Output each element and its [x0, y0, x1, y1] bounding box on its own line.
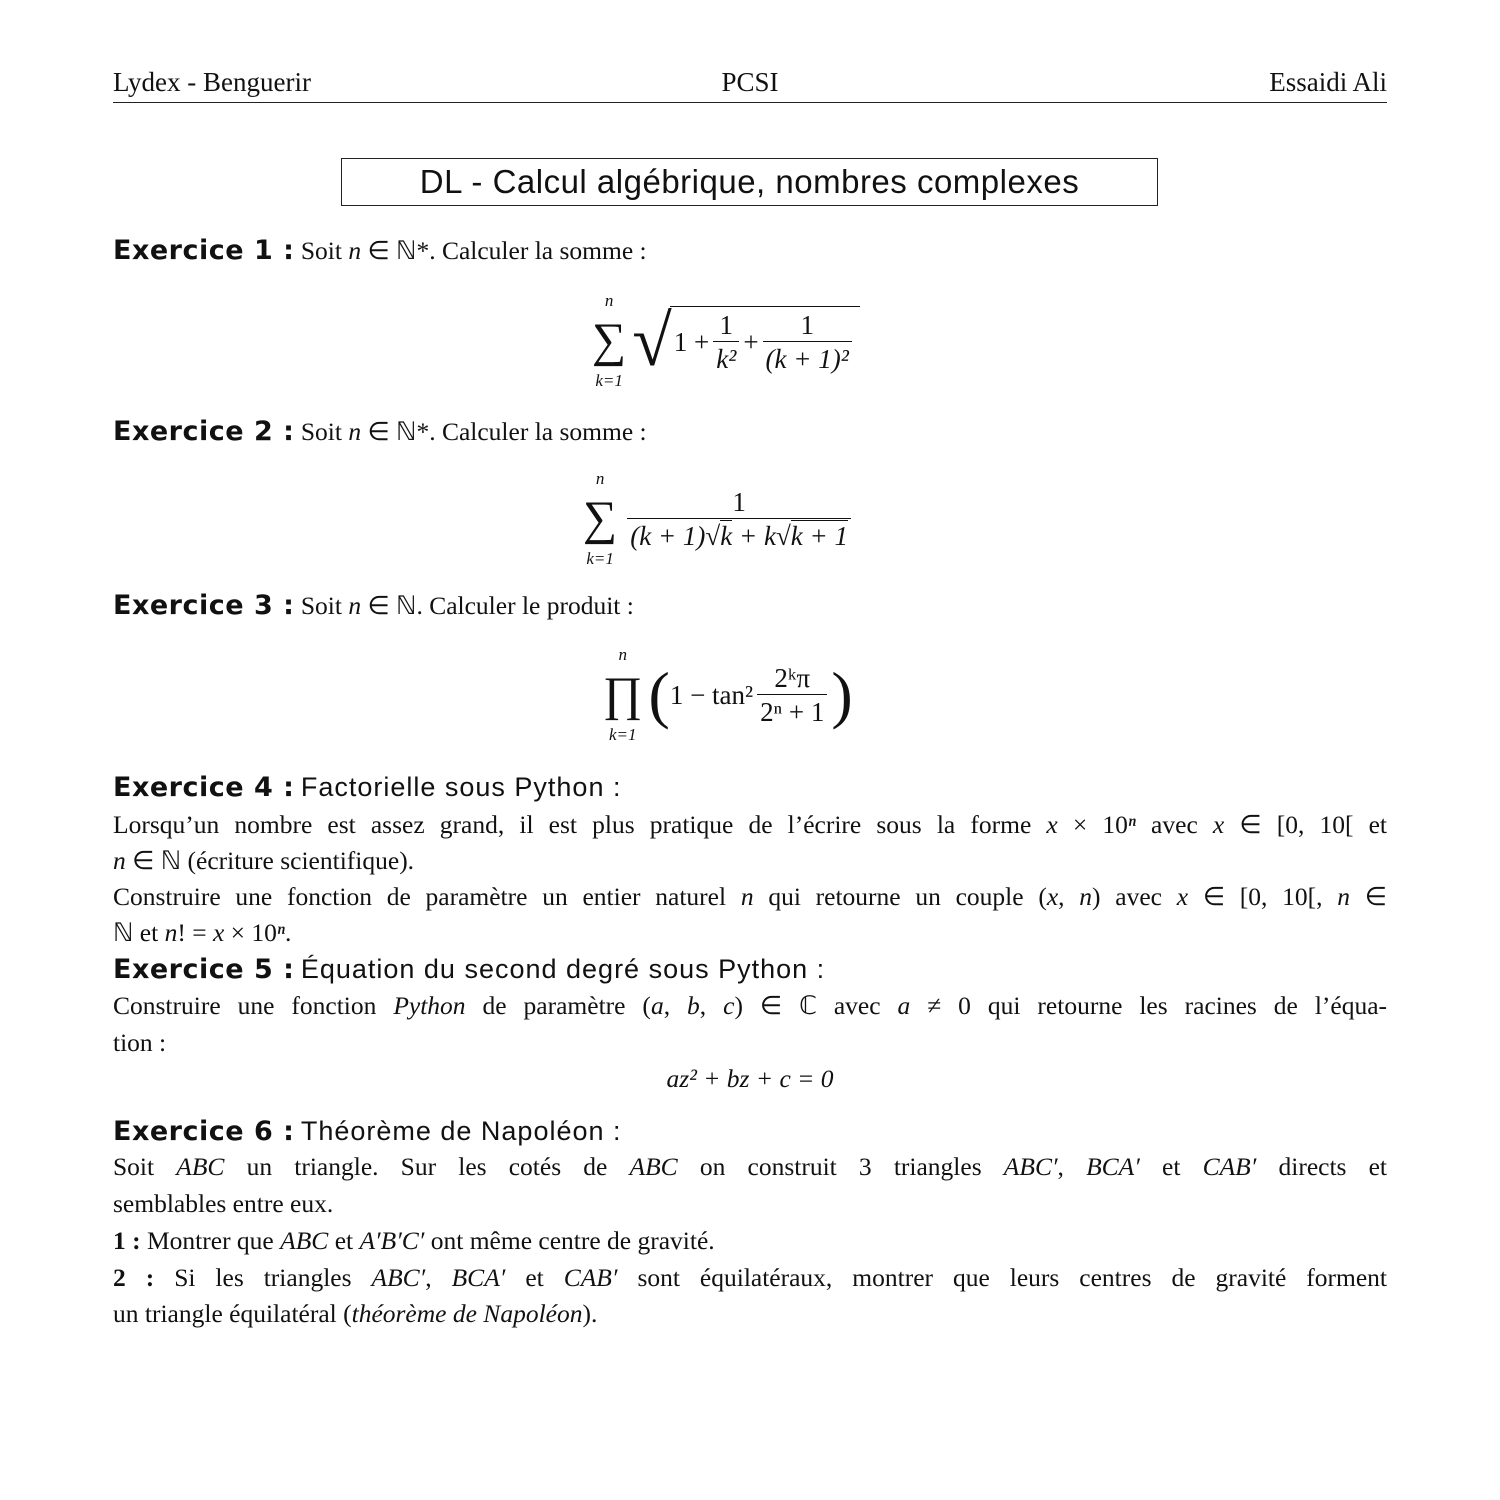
math-segment: x: [1212, 810, 1225, 839]
text-segment: ≠ 0 qui retourne les racines de l’équa-: [910, 991, 1388, 1020]
text-segment: tion :: [113, 1028, 167, 1057]
text-segment: avec: [1135, 810, 1213, 839]
radicand: k + 1: [790, 520, 848, 551]
term: + k: [732, 520, 776, 551]
radical-sign-icon: √: [632, 301, 672, 381]
exercise-4-heading-line: [113, 770, 1387, 805]
denominator: k²: [713, 341, 739, 376]
text-segment: de paramètre (: [465, 991, 651, 1020]
product-operator: [603, 646, 643, 744]
text-segment: ,: [1058, 882, 1080, 911]
text-segment: semblables entre eux.: [113, 1189, 334, 1218]
numerator: 2ᵏπ: [774, 662, 811, 693]
square-root: [632, 295, 860, 387]
term: 1 +: [673, 327, 710, 357]
paragraph-line: [113, 1187, 1387, 1221]
math-segment: n: [164, 918, 178, 947]
math-segment: n: [348, 591, 362, 620]
text-segment: Soit: [300, 236, 349, 265]
header-rule: [113, 102, 1387, 103]
text-segment: Construire une fonction: [113, 991, 394, 1020]
sum-operator: [583, 470, 617, 568]
exercise-6-title: Théorème de Napoléon :: [300, 1116, 622, 1146]
text-segment: ).: [582, 1299, 598, 1328]
math-segment: n: [1337, 882, 1351, 911]
text-segment: théorème de Napoléon: [351, 1299, 583, 1328]
radicand: k: [720, 520, 733, 551]
term: (k + 1): [630, 520, 706, 551]
paragraph-line: [113, 1261, 1387, 1295]
text-segment: Construire une fonction de paramètre un entier naturel: [113, 882, 741, 911]
exercise-6-heading: Exercice 6 :: [113, 1116, 295, 1147]
paragraph-line: [113, 844, 1387, 878]
math-segment: b: [687, 991, 700, 1020]
exercise-6-heading-line: [113, 1114, 1387, 1149]
right-paren: ): [831, 659, 853, 730]
text-segment: Montrer que: [140, 1226, 281, 1255]
exercise-5-heading: Exercice 5 :: [113, 954, 295, 985]
text-segment: Soit: [113, 1152, 177, 1181]
math-segment: ⁿ: [1127, 810, 1136, 839]
text-segment: Si les triangles: [154, 1263, 372, 1292]
math-segment: ABC: [280, 1226, 329, 1255]
exercise-2-heading: Exercice 2 :: [113, 416, 295, 447]
text-segment: on construit 3 triangles: [677, 1152, 1004, 1181]
lower-limit: k=1: [595, 371, 623, 390]
text-segment: Lorsqu’un nombre est assez grand, il est plus pratique de l’écrire sous la forme: [113, 810, 1047, 839]
text-segment: un triangle équilatéral (: [113, 1299, 352, 1328]
sum-symbol: ∑: [592, 314, 627, 367]
left-paren: (: [648, 659, 670, 730]
exercise-1-intro: [113, 234, 1387, 268]
text-segment: *. Calculer la somme :: [416, 236, 647, 265]
math-segment: x: [1046, 882, 1059, 911]
document-title: DL - Calcul algébrique, nombres complexes: [341, 158, 1158, 206]
denominator: (k + 1)²: [763, 341, 852, 376]
text-segment: ! =: [177, 918, 213, 947]
math-segment: x: [1046, 810, 1058, 839]
math-segment: n: [740, 882, 754, 911]
text-segment: Soit: [300, 417, 349, 446]
text-segment: ℕ et: [113, 918, 165, 947]
exercise-3-intro: [113, 589, 1387, 623]
exercise-1-heading: Exercice 1 :: [113, 235, 295, 266]
text-segment: Soit: [300, 591, 349, 620]
math-segment: A′B′C′: [359, 1226, 425, 1255]
text-segment: ∈ ℕ. Calculer le produit :: [361, 591, 634, 620]
numerator: 1: [719, 310, 734, 340]
lower-limit: k=1: [608, 725, 637, 744]
product-symbol: ∏: [603, 668, 643, 721]
upper-limit: n: [595, 469, 605, 488]
text-segment: et: [505, 1263, 564, 1292]
exercise-4-title: Factorielle sous Python :: [300, 772, 622, 802]
math-segment: n: [348, 236, 362, 265]
text-segment: 2 :: [113, 1263, 155, 1292]
text-segment: *. Calculer la somme :: [416, 417, 647, 446]
paragraph-line: [113, 1224, 1387, 1258]
math-segment: x: [1176, 882, 1189, 911]
exercise-1-formula: [592, 292, 860, 390]
text-segment: ∈: [1350, 882, 1387, 911]
text-segment: sont équilatéraux, montrer que leurs centres de gravité forment: [617, 1263, 1388, 1292]
upper-limit: n: [618, 645, 627, 664]
text-segment: × 10: [224, 918, 277, 947]
numerator: 1: [800, 310, 814, 340]
paragraph-line: [113, 1150, 1387, 1184]
exercise-3-formula: [603, 646, 853, 744]
quadratic-equation: az² + bz + c = 0: [666, 1064, 834, 1093]
exercise-2-formula: [583, 470, 855, 568]
exercise-4-heading: Exercice 4 :: [113, 772, 295, 803]
plus: +: [743, 327, 759, 357]
numerator: 1: [732, 486, 746, 517]
denominator: (k + 1)√k + k√k + 1: [627, 518, 851, 553]
text-segment: directs et: [1256, 1152, 1388, 1181]
exercise-3-heading: Exercice 3 :: [113, 590, 295, 621]
text-segment: ,: [425, 1263, 452, 1292]
math-segment: n: [1079, 882, 1093, 911]
term: 1 − tan²: [669, 679, 754, 710]
math-segment: CAB′: [1202, 1152, 1257, 1181]
sum-operator: [592, 292, 626, 390]
exercise-5-heading-line: [113, 952, 1387, 987]
text-segment: ∈ ℕ (écriture scientifique).: [125, 846, 415, 875]
math-segment: CAB′: [563, 1263, 618, 1292]
paragraph-line: [113, 916, 1387, 950]
math-segment: BCA′: [451, 1263, 506, 1292]
paragraph-line: [113, 1297, 1387, 1331]
math-segment: n: [348, 417, 362, 446]
header-right: Essaidi Ali: [1269, 67, 1387, 97]
upper-limit: n: [604, 291, 614, 310]
exercise-5-title: Équation du second degré sous Python :: [300, 954, 826, 984]
text-segment: ∈ [0, 10[,: [1188, 882, 1338, 911]
header-center: PCSI: [721, 67, 779, 97]
paragraph-line: [113, 1026, 1387, 1060]
text-segment: × 10: [1057, 810, 1128, 839]
math-segment: ABC′: [1003, 1152, 1058, 1181]
math-segment: ABC: [176, 1152, 225, 1181]
text-segment: ∈ ℕ: [361, 417, 417, 446]
math-segment: a: [650, 991, 664, 1020]
text-segment: ) avec: [1092, 882, 1177, 911]
math-segment: BCA′: [1086, 1152, 1140, 1181]
math-segment: ⁿ: [276, 918, 285, 947]
text-segment: ∈ ℕ: [361, 236, 417, 265]
header-left: Lydex - Benguerir: [113, 67, 311, 97]
text-segment: et: [1139, 1152, 1203, 1181]
math-segment: ABC′: [371, 1263, 426, 1292]
exercise-2-intro: [113, 415, 1387, 449]
math-segment: ABC: [629, 1152, 678, 1181]
text-segment: ont même centre de gravité.: [424, 1226, 715, 1255]
text-segment: Python: [393, 991, 466, 1020]
text-segment: ,: [699, 991, 724, 1020]
text-segment: .: [284, 918, 292, 947]
math-segment: n: [113, 846, 126, 875]
paragraph-line: [113, 808, 1387, 842]
text-segment: ) ∈ ℂ avec: [734, 991, 898, 1020]
math-segment: a: [897, 991, 911, 1020]
sum-symbol: ∑: [583, 492, 618, 545]
text-segment: un triangle. Sur les cotés de: [224, 1152, 630, 1181]
text-segment: ,: [663, 991, 688, 1020]
paragraph-line: [113, 989, 1387, 1023]
text-segment: qui retourne un couple (: [753, 882, 1047, 911]
lower-limit: k=1: [586, 549, 614, 568]
text-segment: ,: [1057, 1152, 1087, 1181]
denominator: 2ⁿ + 1: [757, 694, 827, 729]
text-segment: et: [328, 1226, 360, 1255]
math-segment: c: [723, 991, 735, 1020]
text-segment: ∈ [0, 10[ et: [1224, 810, 1387, 839]
paragraph-line: [113, 880, 1387, 914]
math-segment: x: [212, 918, 225, 947]
text-segment: 1 :: [113, 1226, 141, 1255]
